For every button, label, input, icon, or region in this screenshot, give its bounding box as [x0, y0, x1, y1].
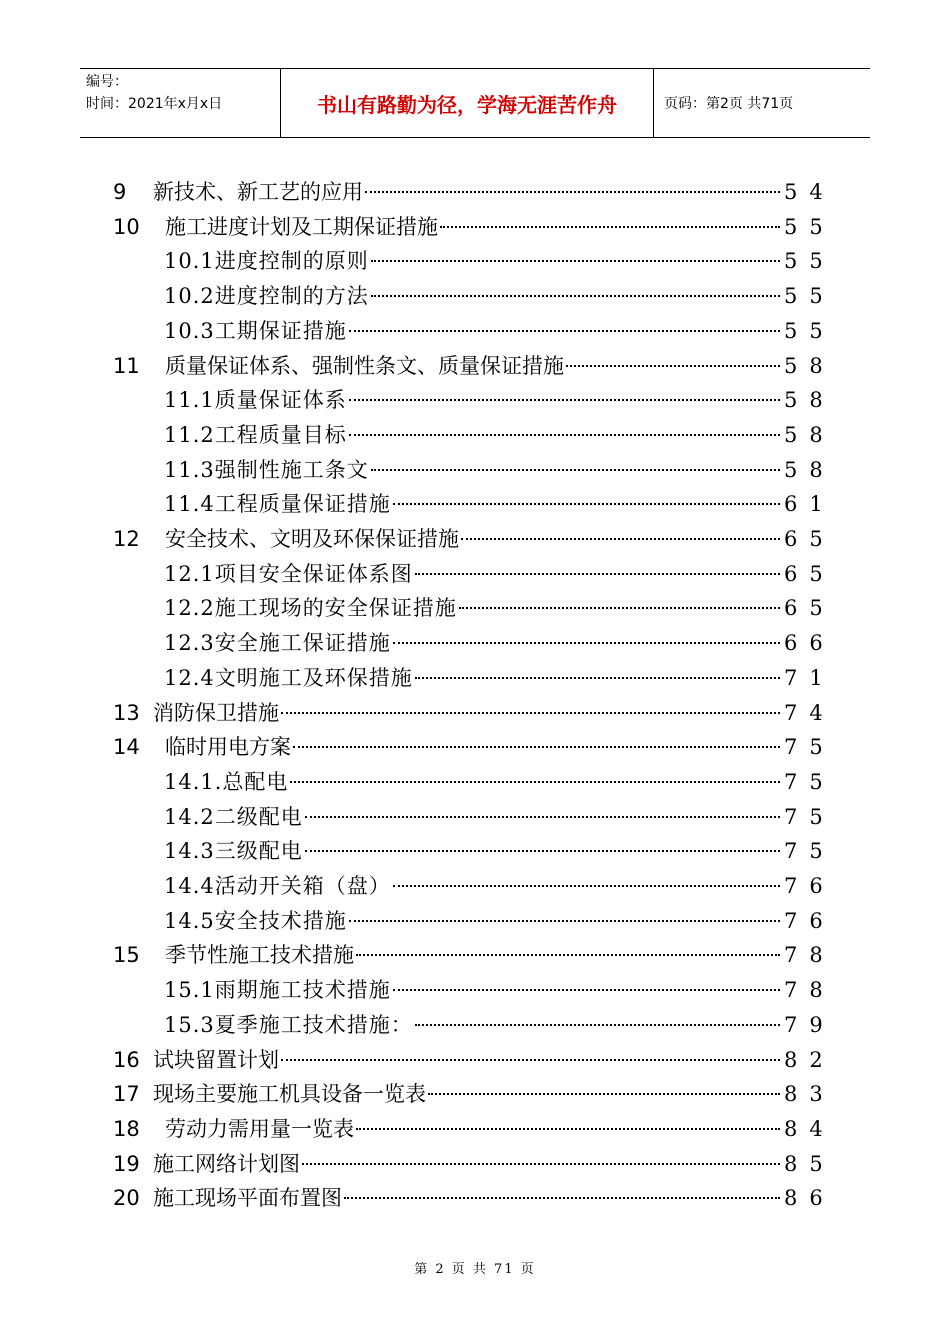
toc-entry-page: 82: [784, 1047, 835, 1072]
toc-entry-page: 58: [784, 388, 835, 413]
toc-entry-number: 15.1: [164, 978, 215, 1003]
toc-leader-dots: [459, 607, 780, 609]
toc-entry-page: 66: [784, 631, 835, 656]
toc-entry-title: 安全技术措施: [214, 908, 347, 933]
toc-entry-title: 进度控制的原则: [214, 249, 369, 274]
toc-entry-number: 16: [113, 1047, 140, 1072]
toc-entry[interactable]: [164, 662, 835, 694]
toc-leader-dots: [440, 226, 780, 228]
toc-entry-number: 11.4: [164, 492, 215, 517]
toc-entry-page: 75: [784, 839, 835, 864]
toc-entry-page: 76: [784, 874, 835, 898]
toc-entry-number: 10.2: [164, 284, 215, 309]
toc-entry-title: 安全施工保证措施: [214, 631, 391, 656]
toc-leader-dots: [393, 885, 780, 887]
toc-entry-page: 54: [784, 180, 835, 204]
toc-entry-title: 质量保证体系: [214, 388, 347, 413]
toc-entry[interactable]: [164, 905, 835, 937]
toc-leader-dots: [365, 191, 780, 193]
toc-entry-title: 强制性施工条文: [214, 457, 369, 482]
toc-entry-page: 61: [784, 492, 835, 517]
toc-entry-number: 11.2: [164, 422, 215, 447]
toc-entry-number: 13: [113, 700, 140, 725]
toc-leader-dots: [415, 573, 780, 575]
toc-entry-number: 11.1: [164, 388, 215, 413]
toc-entry[interactable]: [113, 1148, 835, 1180]
toc-entry-page: 58: [784, 353, 835, 378]
toc-entry-title: 试块留置计划: [153, 1047, 279, 1072]
toc-entry-page: 75: [784, 769, 835, 794]
page-footer: 第 2 页 共 71 页: [414, 1262, 536, 1277]
toc-leader-dots: [290, 781, 780, 783]
toc-entry-number: 11.3: [164, 457, 215, 482]
toc-entry-number: 14.4: [164, 874, 215, 898]
toc-entry[interactable]: [113, 1078, 835, 1110]
toc-entry[interactable]: [164, 627, 835, 659]
toc-entry-page: 75: [784, 804, 835, 829]
toc-entry-title: 项目安全保证体系图: [214, 561, 413, 586]
toc-leader-dots: [393, 989, 780, 991]
toc-entry-title: 劳动力需用量一览表: [165, 1116, 354, 1141]
toc-entry-page: 71: [784, 665, 835, 690]
toc-leader-dots: [371, 469, 780, 471]
toc-entry[interactable]: [113, 731, 835, 763]
toc-entry-title: 三级配电: [214, 839, 303, 864]
toc-entry-number: 17: [113, 1082, 140, 1107]
toc-entry-page: 78: [784, 978, 835, 1003]
toc-entry-number: 9: [113, 180, 127, 204]
toc-entry-page: 86: [784, 1186, 835, 1211]
toc-leader-dots: [349, 330, 780, 332]
toc-entry-page: 65: [784, 561, 835, 586]
toc-entry-number: 10.1: [164, 249, 215, 274]
toc-entry-title: 施工进度计划及工期保证措施: [165, 214, 438, 239]
toc-entry[interactable]: [164, 558, 835, 590]
toc-entry-number: 10: [113, 214, 140, 239]
toc-entry-page: 74: [784, 700, 835, 725]
toc-entry[interactable]: [164, 280, 835, 312]
toc-entry[interactable]: [113, 1182, 835, 1214]
header-page-info: 页码：第2页 共71页: [664, 96, 794, 112]
toc-entry-number: 11: [113, 353, 140, 378]
toc-entry-number: 14.5: [164, 908, 215, 933]
toc-entry[interactable]: [113, 939, 835, 971]
toc-leader-dots: [349, 399, 780, 401]
toc-entry[interactable]: [113, 697, 835, 729]
toc-entry-title: 临时用电方案: [165, 735, 291, 760]
header-meta: [80, 69, 280, 137]
toc-entry[interactable]: [164, 454, 835, 486]
toc-entry-number: 18: [113, 1116, 140, 1141]
toc-entry-number: 14.1.: [164, 769, 223, 794]
toc-entry[interactable]: [164, 1009, 835, 1041]
toc-entry[interactable]: [113, 1113, 835, 1145]
toc-entry-title: 工程质量保证措施: [214, 492, 391, 517]
toc-entry-number: 10.3: [164, 318, 215, 343]
time-label: 时间：2021年x月x日: [86, 96, 223, 112]
toc-entry-page: 78: [784, 943, 835, 968]
toc-entry-number: 14.2: [164, 804, 215, 829]
toc-entry[interactable]: [164, 384, 835, 416]
toc-entry-number: 12: [113, 527, 140, 551]
toc-entry-title: 施工现场的安全保证措施: [214, 596, 457, 621]
toc-entry-title: 工程质量目标: [214, 422, 347, 447]
toc-entry[interactable]: [164, 766, 835, 798]
toc-entry-title: 现场主要施工机具设备一览表: [153, 1082, 426, 1107]
toc-leader-dots: [393, 642, 780, 644]
toc-entry-title: 进度控制的方法: [214, 284, 369, 309]
toc-entry-number: 20: [113, 1186, 140, 1211]
toc-entry-title: 施工现场平面布置图: [153, 1186, 342, 1211]
toc-entry-title: 施工网络计划图: [153, 1151, 300, 1176]
toc-entry[interactable]: [113, 350, 835, 382]
toc-entry-page: 55: [784, 249, 835, 274]
header-motto: 书山有路勤为径，学海无涯苦作舟: [280, 69, 654, 137]
toc-leader-dots: [281, 1059, 780, 1061]
toc-entry[interactable]: [164, 315, 835, 347]
toc-leader-dots: [293, 746, 780, 748]
toc-entry-number: 15.3: [164, 1012, 215, 1037]
toc-entry-page: 58: [784, 422, 835, 447]
page-header: [80, 68, 870, 138]
toc-entry-title: 工期保证措施: [214, 318, 347, 343]
toc-leader-dots: [415, 677, 780, 679]
toc-entry-title: 安全技术、文明及环保保证措施: [165, 527, 459, 551]
toc-entry[interactable]: [113, 176, 835, 208]
toc-entry-page: 55: [784, 214, 835, 239]
toc-entry-title: 消防保卫措施: [153, 700, 279, 725]
toc-leader-dots: [349, 434, 780, 436]
toc-entry[interactable]: [164, 870, 835, 902]
toc-entry-page: 79: [784, 1012, 835, 1037]
toc-leader-dots: [356, 954, 780, 956]
toc-entry[interactable]: [164, 488, 835, 520]
toc-leader-dots: [302, 1163, 780, 1165]
toc-leader-dots: [393, 503, 780, 505]
toc-entry-number: 14: [113, 735, 140, 760]
toc-leader-dots: [281, 712, 780, 714]
toc-entry[interactable]: [113, 1044, 835, 1076]
toc-entry[interactable]: [164, 801, 835, 833]
toc-entry-title: 夏季施工技术措施：: [214, 1012, 413, 1037]
toc-entry-page: 58: [784, 457, 835, 482]
toc-entry-number: 12.3: [164, 631, 215, 656]
toc-entry-page: 84: [784, 1116, 835, 1141]
toc-entry[interactable]: [164, 592, 835, 624]
toc-entry-page: 75: [784, 735, 835, 760]
toc-entry-page: 55: [784, 318, 835, 343]
toc-entry[interactable]: [113, 523, 835, 555]
toc-leader-dots: [428, 1093, 780, 1095]
toc-leader-dots: [461, 538, 780, 540]
toc-leader-dots: [349, 920, 780, 922]
toc-leader-dots: [356, 1128, 780, 1130]
toc-entry-title: 活动开关箱（盘）: [214, 874, 391, 898]
toc-entry-number: 15: [113, 943, 140, 968]
toc-entry-title: 雨期施工技术措施: [214, 978, 391, 1003]
toc-entry-title: 二级配电: [214, 804, 303, 829]
toc-leader-dots: [305, 850, 780, 852]
toc-entry-number: 14.3: [164, 839, 215, 864]
toc-entry[interactable]: [113, 211, 835, 243]
toc-entry[interactable]: [164, 419, 835, 451]
toc-entry-title: 总配电: [222, 769, 289, 794]
toc-entry-page: 55: [784, 284, 835, 309]
toc-entry-number: 12.4: [164, 665, 215, 690]
toc-leader-dots: [371, 260, 780, 262]
toc-entry-title: 季节性施工技术措施: [165, 943, 354, 968]
toc-entry[interactable]: [164, 245, 835, 277]
toc-entry-title: 新技术、新工艺的应用: [153, 180, 363, 204]
toc-entry-number: 12.2: [164, 596, 215, 621]
toc-entry[interactable]: [164, 974, 835, 1006]
code-label: 编号：: [86, 74, 128, 90]
toc-leader-dots: [371, 295, 780, 297]
toc-entry-number: 12.1: [164, 561, 215, 586]
toc-entry-page: 83: [784, 1082, 835, 1107]
toc-entry-page: 76: [784, 908, 835, 933]
toc-entry-title: 文明施工及环保措施: [214, 665, 413, 690]
toc-leader-dots: [305, 816, 780, 818]
toc-leader-dots: [415, 1024, 780, 1026]
toc-entry-page: 65: [784, 596, 835, 621]
toc-entry-page: 65: [784, 527, 835, 551]
toc-entry-title: 质量保证体系、强制性条文、质量保证措施: [165, 353, 564, 378]
toc-entry[interactable]: [164, 835, 835, 867]
toc-leader-dots: [344, 1197, 780, 1199]
toc-entry-page: 85: [784, 1151, 835, 1176]
toc-leader-dots: [566, 365, 780, 367]
toc-entry-number: 19: [113, 1151, 140, 1176]
